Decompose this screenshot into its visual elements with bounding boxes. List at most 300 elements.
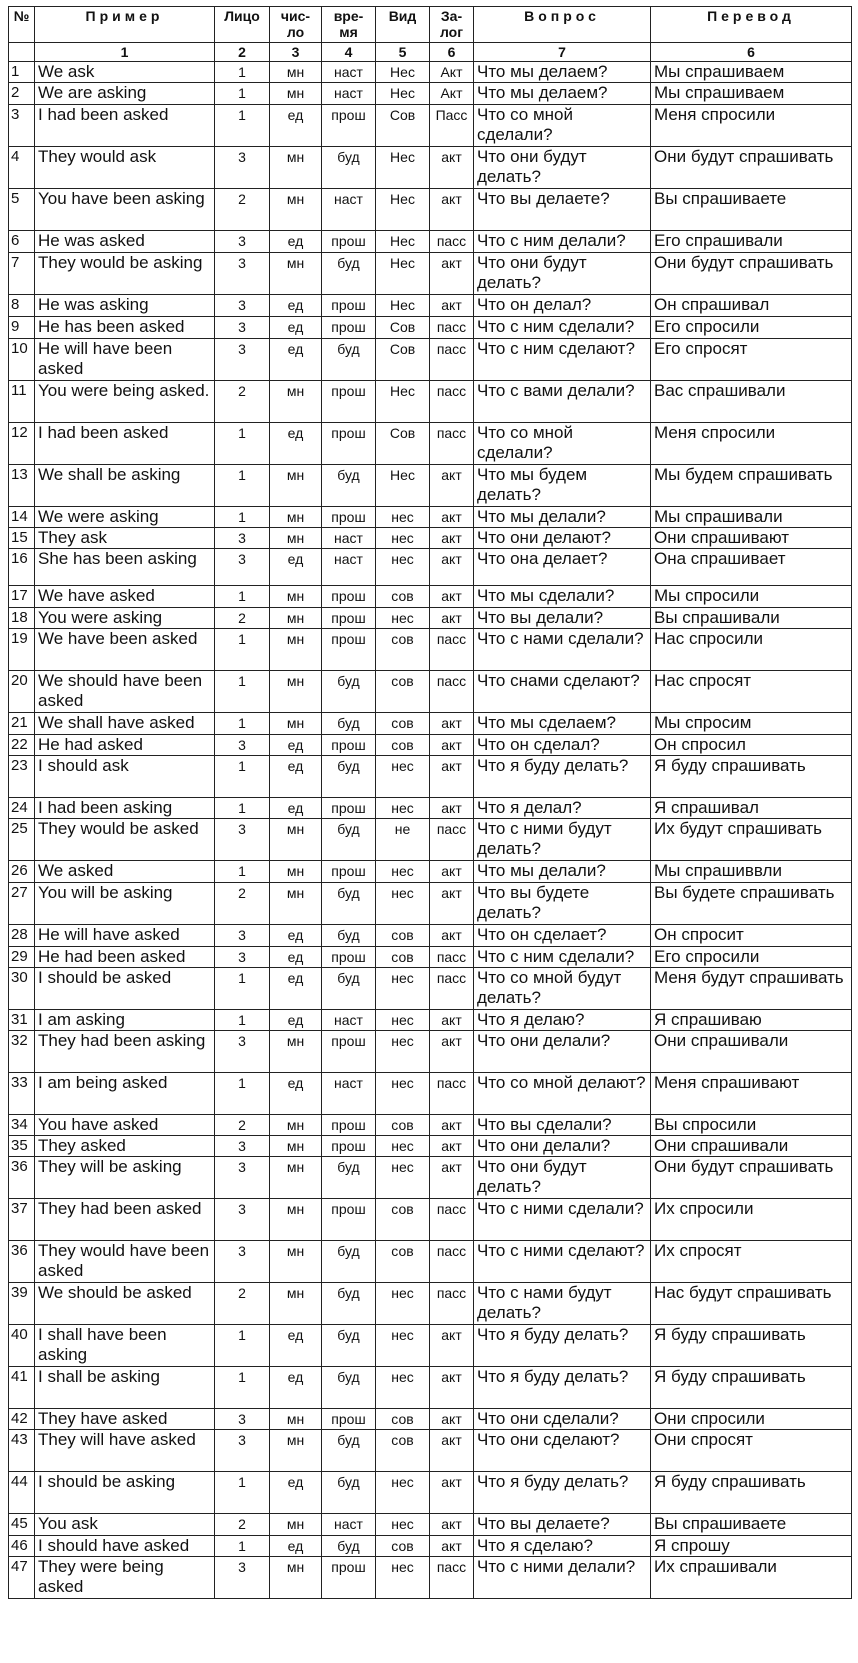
question-cell: Что я буду делать? [474, 756, 651, 798]
aspect-cell: нес [376, 1367, 430, 1409]
tense-cell: буд [322, 1367, 376, 1409]
row-number: 22 [9, 735, 35, 756]
table-row [9, 189, 852, 231]
number-cell: ед [270, 1367, 322, 1409]
number-cell: мн [270, 1241, 322, 1283]
example-cell: I should be asked [35, 968, 215, 1010]
row-number: 17 [9, 586, 35, 608]
voice-cell: пасс [430, 1241, 474, 1283]
aspect-cell: Нес [376, 189, 430, 231]
row-number: 9 [9, 317, 35, 339]
voice-cell: акт [430, 1514, 474, 1536]
voice-cell: акт [430, 735, 474, 756]
number-cell: мн [270, 147, 322, 189]
aspect-cell: Нес [376, 465, 430, 507]
tense-cell: буд [322, 1241, 376, 1283]
number-cell: мн [270, 1157, 322, 1199]
voice-cell: пасс [430, 317, 474, 339]
question-cell: Что со мной сделали? [474, 105, 651, 147]
row-number: 31 [9, 1010, 35, 1031]
tense-cell: наст [322, 83, 376, 105]
table-row [9, 1472, 852, 1514]
question-cell: Что с вами делали? [474, 381, 651, 423]
voice-cell: Акт [430, 83, 474, 105]
example-cell: I shall be asking [35, 1367, 215, 1409]
voice-cell: акт [430, 465, 474, 507]
question-cell: Что вы будете делать? [474, 883, 651, 925]
aspect-cell: Нес [376, 83, 430, 105]
number-cell: мн [270, 629, 322, 671]
translation-cell: Меня будут спрашивать [651, 968, 852, 1010]
example-cell: They had been asked [35, 1199, 215, 1241]
question-cell: Что снами сделают? [474, 671, 651, 713]
table-row [9, 861, 852, 883]
table-row [9, 1031, 852, 1073]
tense-cell: буд [322, 465, 376, 507]
example-cell: They will have asked [35, 1430, 215, 1472]
number-cell: мн [270, 1283, 322, 1325]
tense-cell: прош [322, 608, 376, 629]
row-number: 10 [9, 339, 35, 381]
question-cell: Что они делают? [474, 528, 651, 549]
example-cell: He will have asked [35, 925, 215, 947]
aspect-cell: Сов [376, 105, 430, 147]
example-cell: You were being asked. [35, 381, 215, 423]
column-number-row [9, 43, 852, 62]
number-cell: мн [270, 1199, 322, 1241]
aspect-cell: нес [376, 1136, 430, 1157]
row-number: 24 [9, 798, 35, 819]
aspect-cell: нес [376, 1157, 430, 1199]
column-number-blank [9, 43, 35, 62]
question-cell: Что с ним сделали? [474, 947, 651, 968]
question-cell: Что я буду делать? [474, 1472, 651, 1514]
tense-cell: прош [322, 1409, 376, 1430]
tense-cell: буд [322, 925, 376, 947]
translation-cell: Его спросили [651, 947, 852, 968]
person-cell: 3 [215, 1557, 270, 1599]
voice-cell: пасс [430, 339, 474, 381]
column-number: 3 [270, 43, 322, 62]
header-translation: Перевод [651, 7, 852, 43]
number-cell: мн [270, 1514, 322, 1536]
row-number: 30 [9, 968, 35, 1010]
number-cell: мн [270, 861, 322, 883]
number-cell: мн [270, 381, 322, 423]
question-cell: Что вы делаете? [474, 1514, 651, 1536]
person-cell: 1 [215, 629, 270, 671]
row-number: 3 [9, 105, 35, 147]
voice-cell: пасс [430, 1557, 474, 1599]
header-question: Вопрос [474, 7, 651, 43]
row-number: 26 [9, 861, 35, 883]
aspect-cell: нес [376, 549, 430, 586]
tense-cell: буд [322, 1325, 376, 1367]
row-number: 7 [9, 253, 35, 295]
table-row [9, 1367, 852, 1409]
table-row [9, 528, 852, 549]
voice-cell: акт [430, 1430, 474, 1472]
translation-cell: Вы спрашивали [651, 608, 852, 629]
header-tense: вре-мя [322, 7, 376, 43]
number-cell: мн [270, 671, 322, 713]
aspect-cell: нес [376, 883, 430, 925]
number-cell: ед [270, 339, 322, 381]
table-row [9, 1115, 852, 1136]
table-row [9, 968, 852, 1010]
question-cell: Что со мной будут делать? [474, 968, 651, 1010]
translation-cell: Они будут спрашивать [651, 253, 852, 295]
number-cell: ед [270, 735, 322, 756]
person-cell: 1 [215, 507, 270, 528]
question-cell: Что я буду делать? [474, 1325, 651, 1367]
question-cell: Что я сделаю? [474, 1536, 651, 1557]
header-row [9, 7, 852, 43]
row-number: 36 [9, 1157, 35, 1199]
tense-cell: наст [322, 549, 376, 586]
table-body [9, 62, 852, 1599]
voice-cell: пасс [430, 629, 474, 671]
question-cell: Что мы сделаем? [474, 713, 651, 735]
aspect-cell: Нес [376, 62, 430, 83]
number-cell: мн [270, 586, 322, 608]
voice-cell: пасс [430, 671, 474, 713]
table-row [9, 62, 852, 83]
aspect-cell: Нес [376, 147, 430, 189]
translation-cell: Вас спрашивали [651, 381, 852, 423]
translation-cell: Я буду спрашивать [651, 756, 852, 798]
number-cell: мн [270, 1136, 322, 1157]
example-cell: He was asking [35, 295, 215, 317]
row-number: 36 [9, 1241, 35, 1283]
voice-cell: акт [430, 1115, 474, 1136]
question-cell: Что они делали? [474, 1136, 651, 1157]
question-cell: Что с ним сделали? [474, 317, 651, 339]
question-cell: Что мы делаем? [474, 83, 651, 105]
voice-cell: акт [430, 1136, 474, 1157]
person-cell: 3 [215, 925, 270, 947]
number-cell: мн [270, 528, 322, 549]
translation-cell: Мы спросили [651, 586, 852, 608]
example-cell: They will be asking [35, 1157, 215, 1199]
table-row [9, 819, 852, 861]
person-cell: 3 [215, 549, 270, 586]
person-cell: 1 [215, 423, 270, 465]
person-cell: 1 [215, 671, 270, 713]
person-cell: 1 [215, 1325, 270, 1367]
aspect-cell: сов [376, 925, 430, 947]
number-cell: мн [270, 608, 322, 629]
voice-cell: акт [430, 586, 474, 608]
voice-cell: акт [430, 608, 474, 629]
person-cell: 3 [215, 1430, 270, 1472]
person-cell: 2 [215, 1283, 270, 1325]
number-cell: мн [270, 1557, 322, 1599]
translation-cell: Мы спрашиваем [651, 62, 852, 83]
example-cell: He had been asked [35, 947, 215, 968]
tense-cell: прош [322, 586, 376, 608]
row-number: 35 [9, 1136, 35, 1157]
voice-cell: акт [430, 861, 474, 883]
tense-cell: буд [322, 883, 376, 925]
number-cell: ед [270, 231, 322, 253]
example-cell: You have asked [35, 1115, 215, 1136]
voice-cell: акт [430, 549, 474, 586]
number-cell: мн [270, 62, 322, 83]
row-number: 13 [9, 465, 35, 507]
row-number: 33 [9, 1073, 35, 1115]
translation-cell: Его спросили [651, 317, 852, 339]
example-cell: I am being asked [35, 1073, 215, 1115]
number-cell: ед [270, 798, 322, 819]
number-cell: ед [270, 1472, 322, 1514]
table-row [9, 465, 852, 507]
example-cell: He will have been asked [35, 339, 215, 381]
number-cell: ед [270, 317, 322, 339]
person-cell: 3 [215, 253, 270, 295]
row-number: 32 [9, 1031, 35, 1073]
example-cell: They would ask [35, 147, 215, 189]
voice-cell: акт [430, 1157, 474, 1199]
question-cell: Что с ними сделали? [474, 1199, 651, 1241]
aspect-cell: Нес [376, 231, 430, 253]
table-row [9, 671, 852, 713]
translation-cell: Мы спрашиввли [651, 861, 852, 883]
example-cell: I am asking [35, 1010, 215, 1031]
translation-cell: Их будут спрашивать [651, 819, 852, 861]
aspect-cell: нес [376, 798, 430, 819]
voice-cell: пасс [430, 819, 474, 861]
person-cell: 3 [215, 1199, 270, 1241]
translation-cell: Я спрашиваю [651, 1010, 852, 1031]
tense-cell: буд [322, 147, 376, 189]
translation-cell: Нас спросили [651, 629, 852, 671]
translation-cell: Вы спросили [651, 1115, 852, 1136]
aspect-cell: нес [376, 608, 430, 629]
person-cell: 3 [215, 147, 270, 189]
aspect-cell: не [376, 819, 430, 861]
voice-cell: акт [430, 253, 474, 295]
aspect-cell: нес [376, 1325, 430, 1367]
tense-cell: прош [322, 1115, 376, 1136]
verb-forms-table [8, 6, 852, 1599]
column-number: 6 [430, 43, 474, 62]
tense-cell: наст [322, 62, 376, 83]
question-cell: Что со мной сделали? [474, 423, 651, 465]
aspect-cell: сов [376, 1430, 430, 1472]
number-cell: ед [270, 549, 322, 586]
example-cell: She has been asking [35, 549, 215, 586]
example-cell: We shall be asking [35, 465, 215, 507]
example-cell: We ask [35, 62, 215, 83]
tense-cell: прош [322, 381, 376, 423]
voice-cell: акт [430, 713, 474, 735]
tense-cell: прош [322, 947, 376, 968]
person-cell: 3 [215, 819, 270, 861]
tense-cell: прош [322, 629, 376, 671]
question-cell: Что они делали? [474, 1031, 651, 1073]
table-row [9, 339, 852, 381]
row-number: 47 [9, 1557, 35, 1599]
aspect-cell: сов [376, 1536, 430, 1557]
person-cell: 3 [215, 295, 270, 317]
tense-cell: буд [322, 1157, 376, 1199]
example-cell: I should have asked [35, 1536, 215, 1557]
question-cell: Что они будут делать? [474, 253, 651, 295]
aspect-cell: нес [376, 528, 430, 549]
translation-cell: Мы спрашиваем [651, 83, 852, 105]
table-row [9, 253, 852, 295]
row-number: 44 [9, 1472, 35, 1514]
translation-cell: Они спрашивают [651, 528, 852, 549]
row-number: 25 [9, 819, 35, 861]
table-row [9, 883, 852, 925]
table-row [9, 423, 852, 465]
translation-cell: Они будут спрашивать [651, 1157, 852, 1199]
example-cell: I should be asking [35, 1472, 215, 1514]
header-aspect: Вид [376, 7, 430, 43]
table-row [9, 586, 852, 608]
tense-cell: прош [322, 1031, 376, 1073]
example-cell: We have been asked [35, 629, 215, 671]
table-row [9, 1010, 852, 1031]
translation-cell: Вы будете спрашивать [651, 883, 852, 925]
person-cell: 1 [215, 1536, 270, 1557]
row-number: 34 [9, 1115, 35, 1136]
tense-cell: наст [322, 1010, 376, 1031]
example-cell: They ask [35, 528, 215, 549]
example-cell: We were asking [35, 507, 215, 528]
row-number: 14 [9, 507, 35, 528]
row-number: 42 [9, 1409, 35, 1430]
person-cell: 2 [215, 608, 270, 629]
question-cell: Что мы делаем? [474, 62, 651, 83]
row-number: 41 [9, 1367, 35, 1409]
example-cell: We shall have asked [35, 713, 215, 735]
table-row [9, 1557, 852, 1599]
tense-cell: прош [322, 507, 376, 528]
person-cell: 1 [215, 861, 270, 883]
question-cell: Что я буду делать? [474, 1367, 651, 1409]
example-cell: We are asking [35, 83, 215, 105]
header-person: Лицо [215, 7, 270, 43]
aspect-cell: сов [376, 947, 430, 968]
translation-cell: Он спросил [651, 735, 852, 756]
aspect-cell: нес [376, 756, 430, 798]
question-cell: Что вы делаете? [474, 189, 651, 231]
row-number: 40 [9, 1325, 35, 1367]
translation-cell: Мы спрашивали [651, 507, 852, 528]
voice-cell: пасс [430, 381, 474, 423]
aspect-cell: сов [376, 1241, 430, 1283]
tense-cell: буд [322, 339, 376, 381]
row-number: 15 [9, 528, 35, 549]
tense-cell: прош [322, 798, 376, 819]
question-cell: Что он делал? [474, 295, 651, 317]
voice-cell: акт [430, 1010, 474, 1031]
column-number: 1 [35, 43, 215, 62]
aspect-cell: сов [376, 735, 430, 756]
voice-cell: акт [430, 528, 474, 549]
number-cell: ед [270, 968, 322, 1010]
example-cell: We should have been asked [35, 671, 215, 713]
aspect-cell: сов [376, 586, 430, 608]
example-cell: I had been asked [35, 423, 215, 465]
number-cell: ед [270, 947, 322, 968]
header-n: № [9, 7, 35, 43]
number-cell: мн [270, 713, 322, 735]
row-number: 19 [9, 629, 35, 671]
table-row [9, 756, 852, 798]
row-number: 37 [9, 1199, 35, 1241]
number-cell: мн [270, 1430, 322, 1472]
person-cell: 1 [215, 798, 270, 819]
tense-cell: наст [322, 1073, 376, 1115]
example-cell: You were asking [35, 608, 215, 629]
translation-cell: Я буду спрашивать [651, 1472, 852, 1514]
person-cell: 2 [215, 381, 270, 423]
table-row [9, 1241, 852, 1283]
table-row [9, 947, 852, 968]
aspect-cell: Нес [376, 381, 430, 423]
voice-cell: акт [430, 1367, 474, 1409]
column-number: 4 [322, 43, 376, 62]
question-cell: Что я делал? [474, 798, 651, 819]
aspect-cell: сов [376, 1199, 430, 1241]
table-row [9, 1430, 852, 1472]
number-cell: мн [270, 465, 322, 507]
row-number: 29 [9, 947, 35, 968]
table-row [9, 1325, 852, 1367]
row-number: 23 [9, 756, 35, 798]
tense-cell: прош [322, 735, 376, 756]
translation-cell: Я буду спрашивать [651, 1367, 852, 1409]
example-cell: They would be asked [35, 819, 215, 861]
example-cell: We have asked [35, 586, 215, 608]
number-cell: ед [270, 105, 322, 147]
tense-cell: прош [322, 1199, 376, 1241]
translation-cell: Я спрошу [651, 1536, 852, 1557]
person-cell: 1 [215, 968, 270, 1010]
translation-cell: Вы спрашиваете [651, 189, 852, 231]
row-number: 28 [9, 925, 35, 947]
row-number: 6 [9, 231, 35, 253]
table-row [9, 713, 852, 735]
person-cell: 1 [215, 105, 270, 147]
tense-cell: наст [322, 1514, 376, 1536]
person-cell: 1 [215, 1367, 270, 1409]
table-row [9, 317, 852, 339]
aspect-cell: нес [376, 968, 430, 1010]
example-cell: I shall have been asking [35, 1325, 215, 1367]
translation-cell: Меня спросили [651, 105, 852, 147]
person-cell: 1 [215, 713, 270, 735]
aspect-cell: Сов [376, 423, 430, 465]
row-number: 1 [9, 62, 35, 83]
question-cell: Что мы будем делать? [474, 465, 651, 507]
aspect-cell: нес [376, 1472, 430, 1514]
voice-cell: Пасс [430, 105, 474, 147]
question-cell: Что мы делали? [474, 507, 651, 528]
voice-cell: акт [430, 1536, 474, 1557]
voice-cell: акт [430, 1472, 474, 1514]
voice-cell: акт [430, 883, 474, 925]
translation-cell: Он спрашивал [651, 295, 852, 317]
number-cell: ед [270, 295, 322, 317]
header-number: чис-ло [270, 7, 322, 43]
translation-cell: Он спросит [651, 925, 852, 947]
person-cell: 1 [215, 62, 270, 83]
